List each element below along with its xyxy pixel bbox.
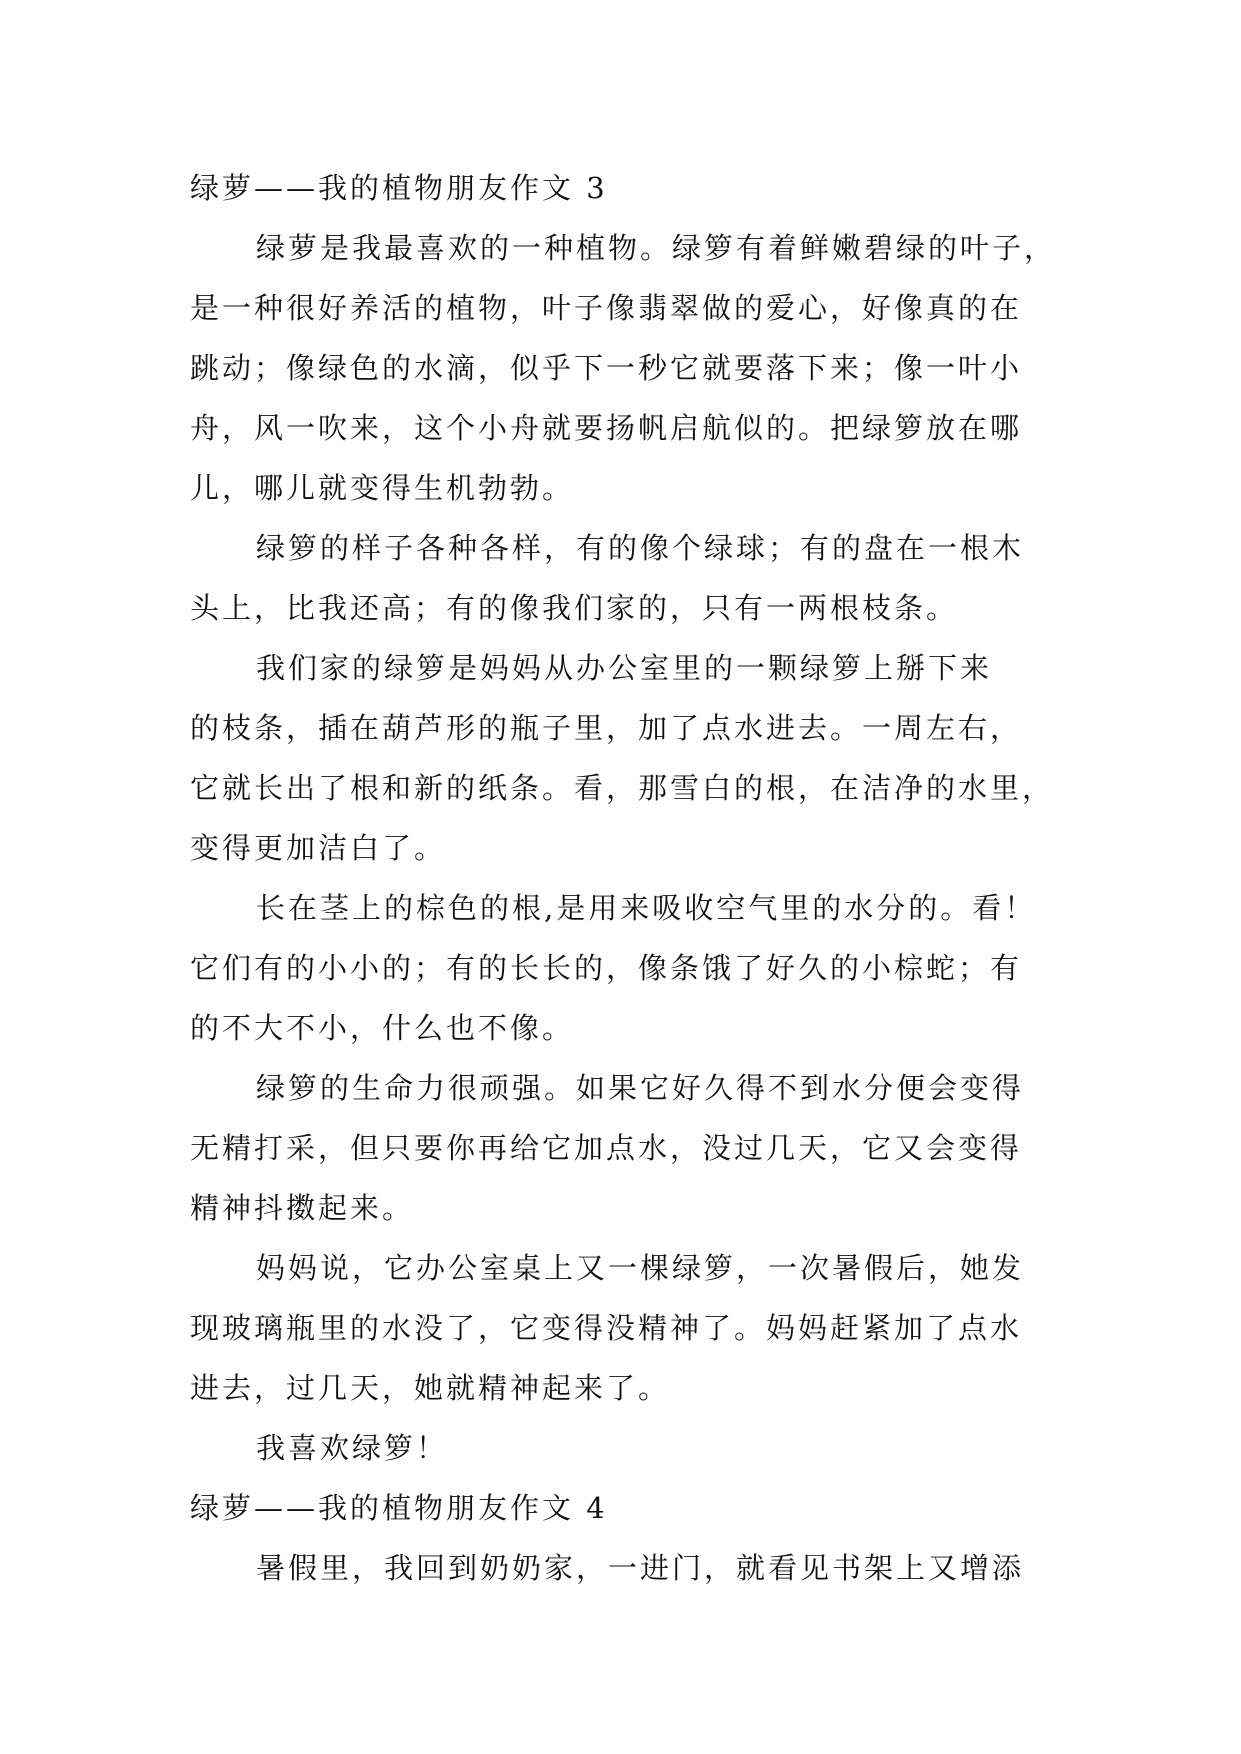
document-body <box>190 158 1090 1598</box>
text-line: 的不大不小，什么也不像。 <box>190 1011 575 1045</box>
text-line: 进去，过几天，她就精神起来了。 <box>190 1371 671 1405</box>
text-line: 妈妈说，它办公室桌上又一棵绿箩，一次暑假后，她发 <box>256 1251 1025 1285</box>
text-line: 舟，风一吹来，这个小舟就要扬帆启航似的。把绿箩放在哪 <box>190 411 1023 445</box>
text-line: 我们家的绿箩是妈妈从办公室里的一颗绿箩上掰下来 <box>256 651 993 685</box>
text-line: 是一种很好养活的植物，叶子像翡翠做的爱心，好像真的在 <box>190 291 1023 325</box>
text-line: 它就长出了根和新的纸条。看，那雪白的根，在洁净的水里， <box>190 771 1055 805</box>
text-line: 它们有的小小的；有的长长的，像条饿了好久的小棕蛇；有 <box>190 951 1023 985</box>
text-line: 绿箩的生命力很顽强。如果它好久得不到水分便会变得 <box>256 1071 1025 1105</box>
text-line: 的枝条，插在葫芦形的瓶子里，加了点水进去。一周左右， <box>190 711 1023 745</box>
text-line: 儿，哪儿就变得生机勃勃。 <box>190 471 575 505</box>
essay-title-3: 绿萝——我的植物朋友作文 3 <box>190 171 608 205</box>
text-line: 绿箩的样子各种各样，有的像个绿球；有的盘在一根木 <box>256 531 1025 565</box>
text-line: 精神抖擞起来。 <box>190 1191 415 1225</box>
text-line: 现玻璃瓶里的水没了，它变得没精神了。妈妈赶紧加了点水 <box>190 1311 1023 1345</box>
text-line: 绿萝是我最喜欢的一种植物。绿箩有着鲜嫩碧绿的叶子， <box>256 231 1057 265</box>
text-line: 跳动；像绿色的水滴，似乎下一秒它就要落下来；像一叶小 <box>190 351 1023 385</box>
text-line: 变得更加洁白了。 <box>190 831 447 865</box>
essay-title-4: 绿萝——我的植物朋友作文 4 <box>190 1491 608 1525</box>
text-line: 长在茎上的棕色的根,是用来吸收空气里的水分的。看！ <box>256 891 1037 925</box>
text-line: 无精打采，但只要你再给它加点水，没过几天，它又会变得 <box>190 1131 1023 1165</box>
text-line: 暑假里，我回到奶奶家，一进门，就看见书架上又增添 <box>256 1551 1025 1585</box>
text-line: 我喜欢绿箩！ <box>256 1431 449 1465</box>
text-line: 头上，比我还高；有的像我们家的，只有一两根枝条。 <box>190 591 959 625</box>
